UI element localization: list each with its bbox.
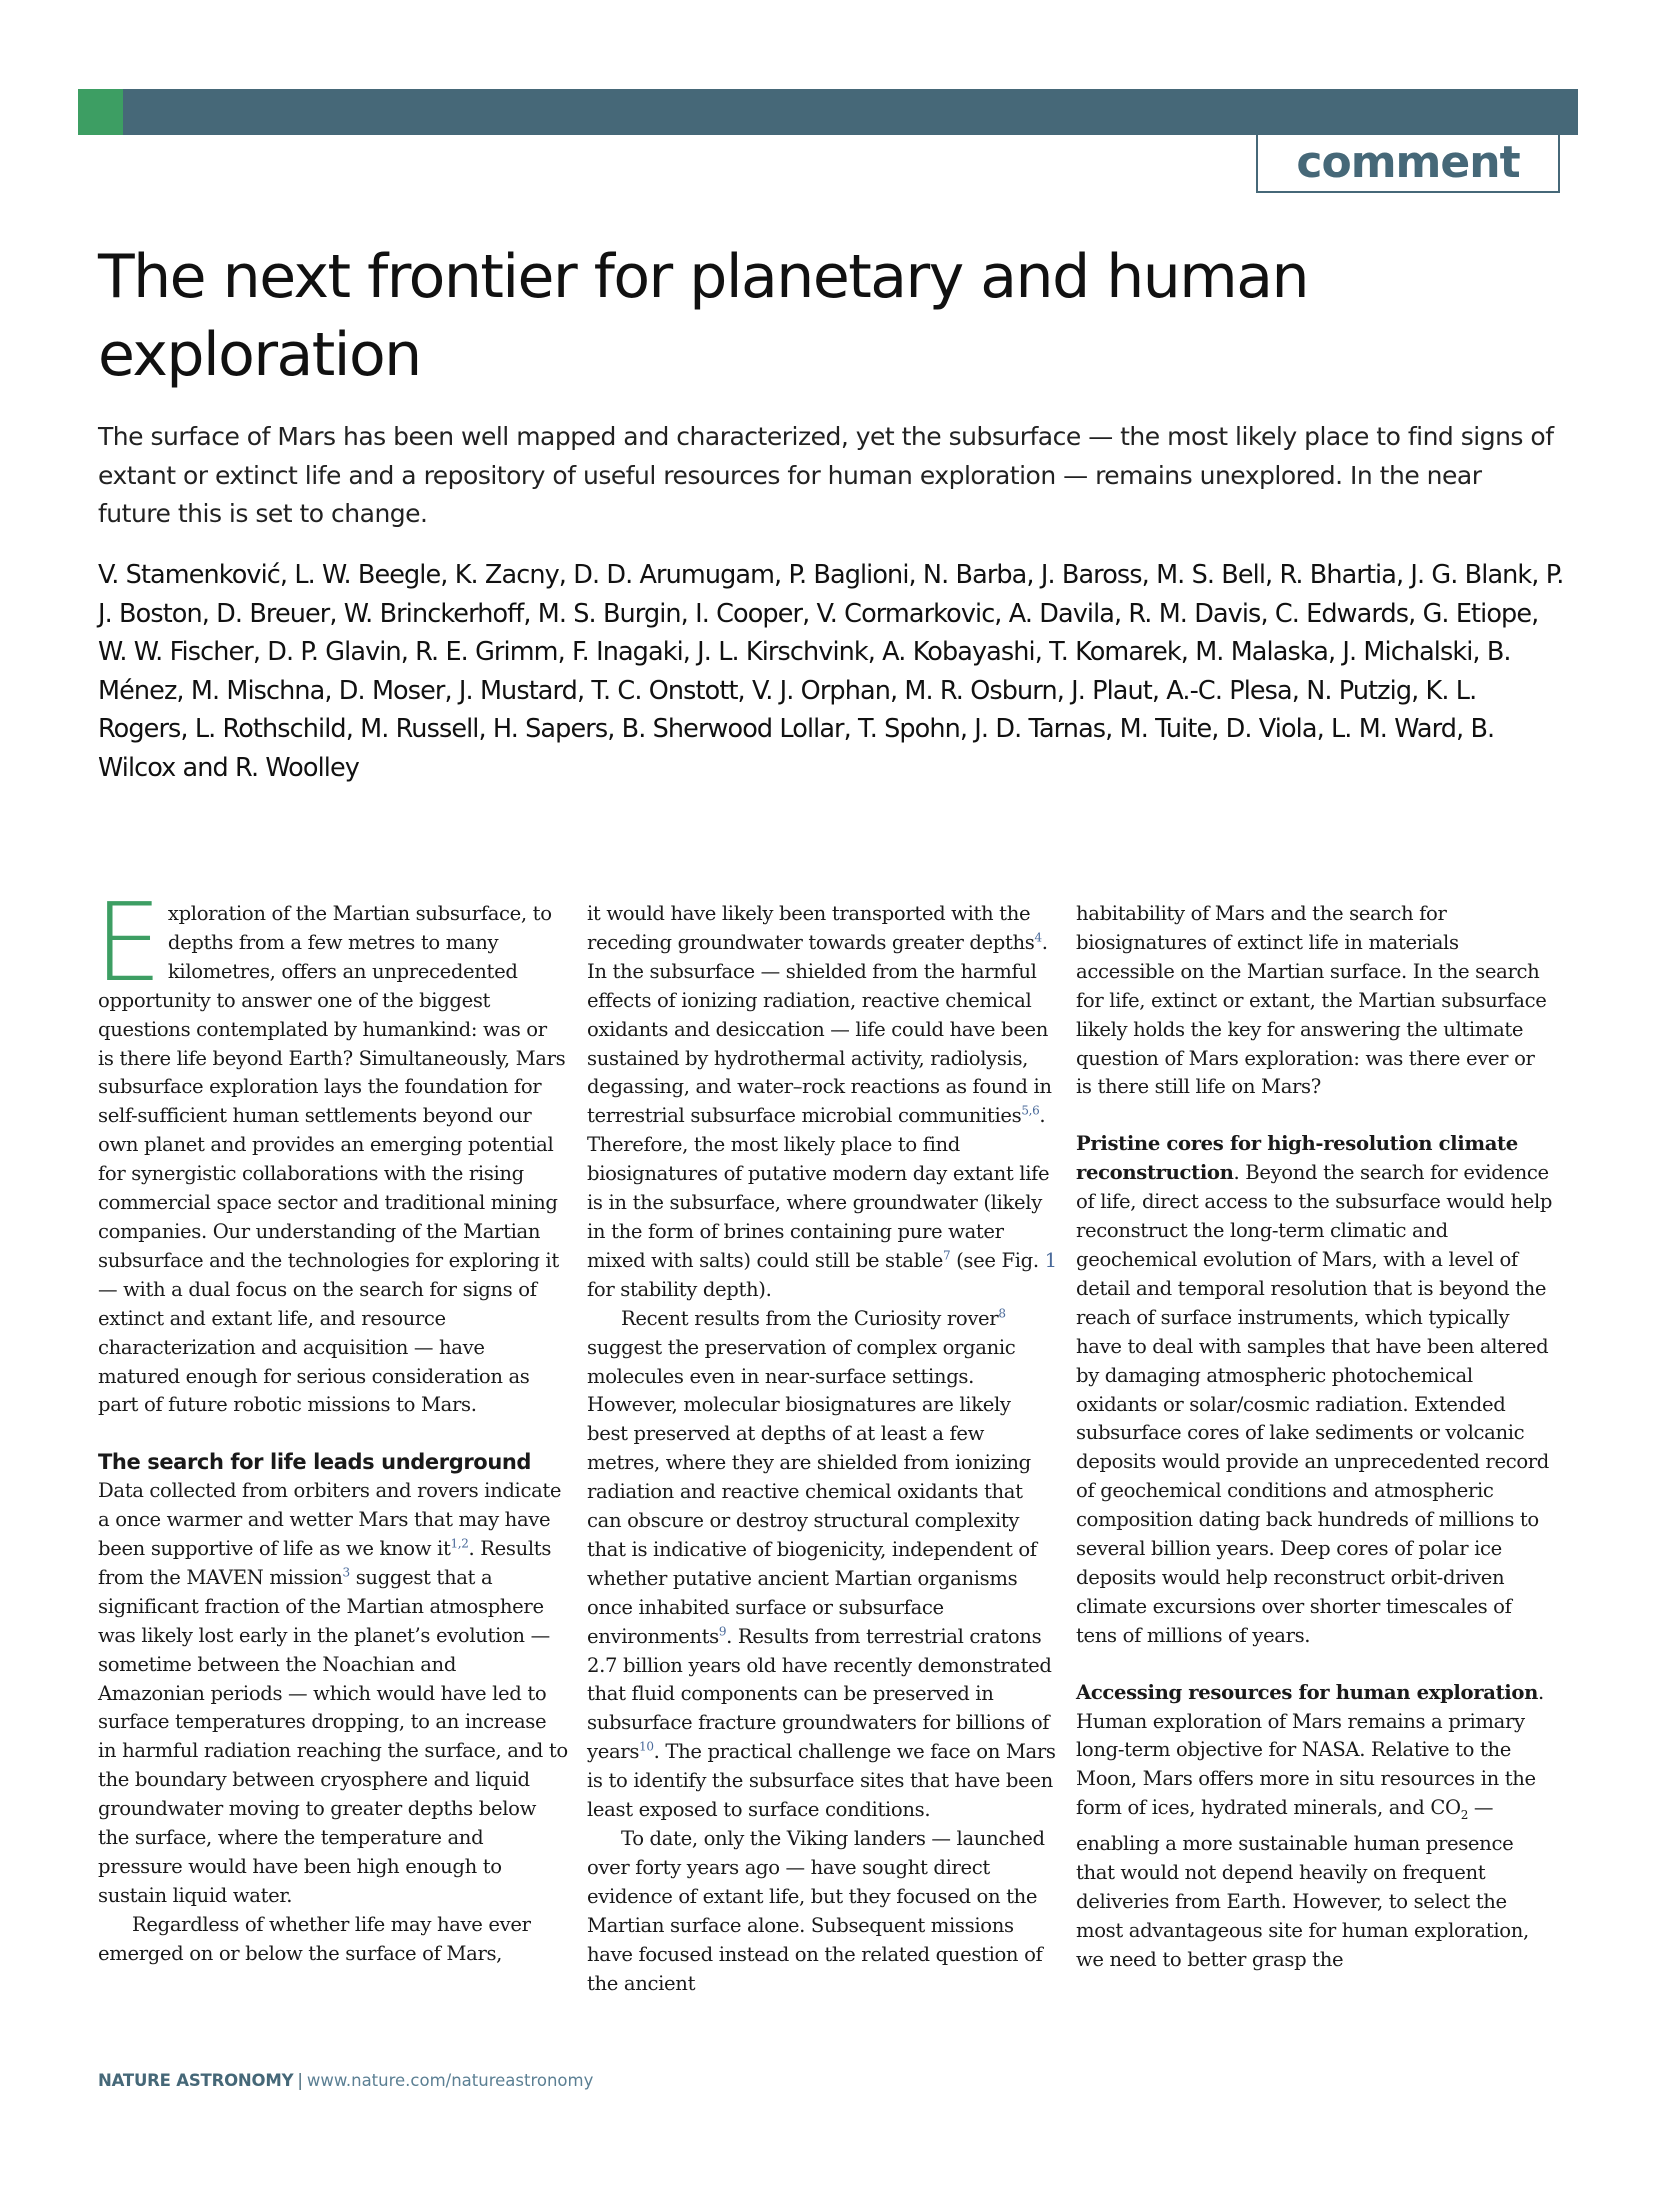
page-footer xyxy=(98,2071,593,2090)
citation-link[interactable]: 4 xyxy=(1034,930,1042,945)
body-paragraph: Accessing resources for human exploration. Human exploration of Mars remains a primary long-term objective for NASA. Relative to the Moon, Mars offers more in situ resources in the form of ices, hydrated minerals, and $CO_2$ — enabling a more sustainable human presence that would not depend heavily on frequent deliveries from Earth. However, to select the most advantageous site for human exploration, we need to better grasp the xyxy=(1076,1680,1544,1971)
article-title: The next frontier for planetary and human exploration xyxy=(98,242,1309,390)
header-accent-block xyxy=(78,89,123,135)
body-column-3 xyxy=(1076,900,1554,1975)
body-paragraph: habitability of Mars and the search for biosignatures of extinct life in materials accessible on the Martian surface. In the search for life, extinct or extant, the Martian subsurface likely holds the key for answering the ultimate question of Mars exploration: was there ever or is there still life on Mars? xyxy=(1076,902,1547,1099)
citation-link[interactable]: 3 xyxy=(342,1565,350,1580)
journal-url-link[interactable]: www.nature.com/natureastronomy xyxy=(306,2071,594,2090)
journal-name: NATURE ASTRONOMY xyxy=(98,2071,294,2090)
figure-link[interactable]: 1 xyxy=(1044,1248,1057,1272)
section-tag xyxy=(1256,135,1560,193)
citation-link[interactable]: 5,6 xyxy=(1021,1103,1040,1118)
header-bar xyxy=(78,89,1578,135)
citation-link[interactable]: 8 xyxy=(998,1306,1006,1321)
run-in-heading-cores: Pristine cores for high-resolution climate reconstruction xyxy=(1076,1132,1518,1185)
body-paragraph: To date, only the Viking landers — launched over forty years ago — have sought direct evidence of extant life, but they focused on the Martian surface alone. Subsequent missions have focused instead on the related question of the ancient xyxy=(587,1827,1045,1995)
body-column-2 xyxy=(587,900,1057,1998)
citation-link[interactable]: 9 xyxy=(718,1624,727,1639)
section-heading-search-for-life: The search for life leads underground xyxy=(98,1450,532,1475)
intro-paragraph: Exploration of the Martian subsurface, to depths from a few metres to many kilometres, offers an unprecedented opportunity to answer one of the biggest questions contemplated by humankind: was or is there life beyond Earth? Simultaneously, Mars subsurface exploration lays the foundation for self-sufficient human settlements beyond our own planet and provides an emerging potential for synergistic collaborations with the rising commercial space sector and traditional mining companies. Our understanding of the Martian subsurface and the technologies for exploring it — with a dual focus on the search for signs of extinct and extant life, and resource characterization and acquisition — have matured enough for serious consideration as part of future robotic missions to Mars. xyxy=(94,881,566,1417)
citation-link[interactable]: 10 xyxy=(639,1739,654,1754)
section-label: comment xyxy=(1296,137,1520,188)
body-paragraph: Recent results from the Curiosity rover$^8$ suggest the preservation of complex organic molecules even in near-surface settings. However, molecular biosignatures are likely best preserved at depths of at least a few metres, where they are shielded from ionizing radiation and reactive chemical oxidants that can obscure or destroy structural complexity that is indicative of biogenicity, independent of whether putative ancient Martian organisms once inhabited surface or subsurface environments$^9$. Results from terrestrial cratons 2.7 billion years old have recently demonstrated that fluid components can be preserved in subsurface fracture groundwaters for billions of years$^{10}$. The practical challenge we face on Mars is to identify the subsurface sites that have been least exposed to surface conditions. xyxy=(587,1306,1056,1822)
body-paragraph: Pristine cores for high-resolution climate reconstruction. Beyond the search for evidence of life, direct access to the subsurface would help reconstruct the long-term climatic and geochemical evolution of Mars, with a level of detail and temporal resolution that is beyond the reach of surface instruments, which typically have to deal with samples that have been altered by damaging atmospheric photochemical oxidants or solar/cosmic radiation. Extended subsurface cores of lake sediments or volcanic deposits would provide an unprecedented record of geochemical conditions and atmospheric composition dating back hundreds of millions to several billion years. Deep cores of polar ice deposits would help reconstruct orbit-driven climate excursions over shorter timescales of tens of millions of years. xyxy=(1076,1132,1553,1647)
body-paragraph: it would have likely been transported with the receding groundwater towards greater depths$^4$. In the subsurface — shielded from the harmful effects of ionizing radiation, reactive chemical oxidants and desiccation — life could have been sustained by hydrothermal activity, radiolysis, degassing, and water–rock reactions as found in terrestrial subsurface microbial communities$^{5,6}$. Therefore, the most likely place to find biosignatures of putative modern day extant life is in the subsurface, where groundwater (likely in the form of brines containing pure water mixed with salts) could still be stable$^7$ (see Fig. 1 for stability depth). xyxy=(587,902,1057,1301)
standfirst: The surface of Mars has been well mapped and characterized, yet the subsurface — the most likely place to find signs of extant or extinct life and a repository of useful resources for human exploration — remains unexplored. In the near future this is set to change. xyxy=(98,422,1554,528)
citation-link[interactable]: 7 xyxy=(942,1248,951,1263)
body-paragraph: Data collected from orbiters and rovers indicate a once warmer and wetter Mars that may have been supportive of life as we know it$^{1,2}$. Results from the MAVEN mission$^3$ suggest that a significant fraction of the Martian atmosphere was likely lost early in the planet’s evolution — sometime between the Noachian and Amazonian periods — which would have led to surface temperatures dropping, to an increase in harmful radiation reaching the surface, and to the boundary between cryosphere and liquid groundwater moving to greater depths below the surface, where the temperature and pressure would have been high enough to sustain liquid water. xyxy=(98,1479,568,1907)
body-paragraph: Regardless of whether life may have ever emerged on or below the surface of Mars, xyxy=(98,1912,531,1965)
citation-link[interactable]: 1,2 xyxy=(450,1536,469,1551)
body-column-1 xyxy=(94,881,568,1969)
drop-cap: E xyxy=(94,881,162,1006)
run-in-heading-resources: Accessing resources for human exploration xyxy=(1076,1680,1538,1704)
footer-separator: | xyxy=(297,2071,303,2090)
author-list: V. Stamenković, L. W. Beegle, K. Zacny, D. D. Arumugam, P. Baglioni, N. Barba, J. Baross, M. S. Bell, R. Bhartia, J. G. Blank, P. J. Boston, D. Breuer, W. Brinckerhoff, M. S. Burgin, I. Cooper, V. Cormarkovic, A. Davila, R. M. Davis, C. Edwards, G. Etiope, W. W. Fischer, D. P. Glavin, R. E. Grimm, F. Inagaki, J. L. Kirschvink, A. Kobayashi, T. Komarek, M. Malaska, J. Michalski, B. Ménez, M. Mischna, D. Moser, J. Mustard, T. C. Onstott, V. J. Orphan, M. R. Osburn, J. Plaut, A.-C. Plesa, N. Putzig, K. L. Rogers, L. Rothschild, M. Russell, H. Sapers, B. Sherwood Lollar, T. Spohn, J. D. Tarnas, M. Tuite, D. Viola, L. M. Ward, B. Wilcox and R. Woolley xyxy=(98,560,1564,783)
